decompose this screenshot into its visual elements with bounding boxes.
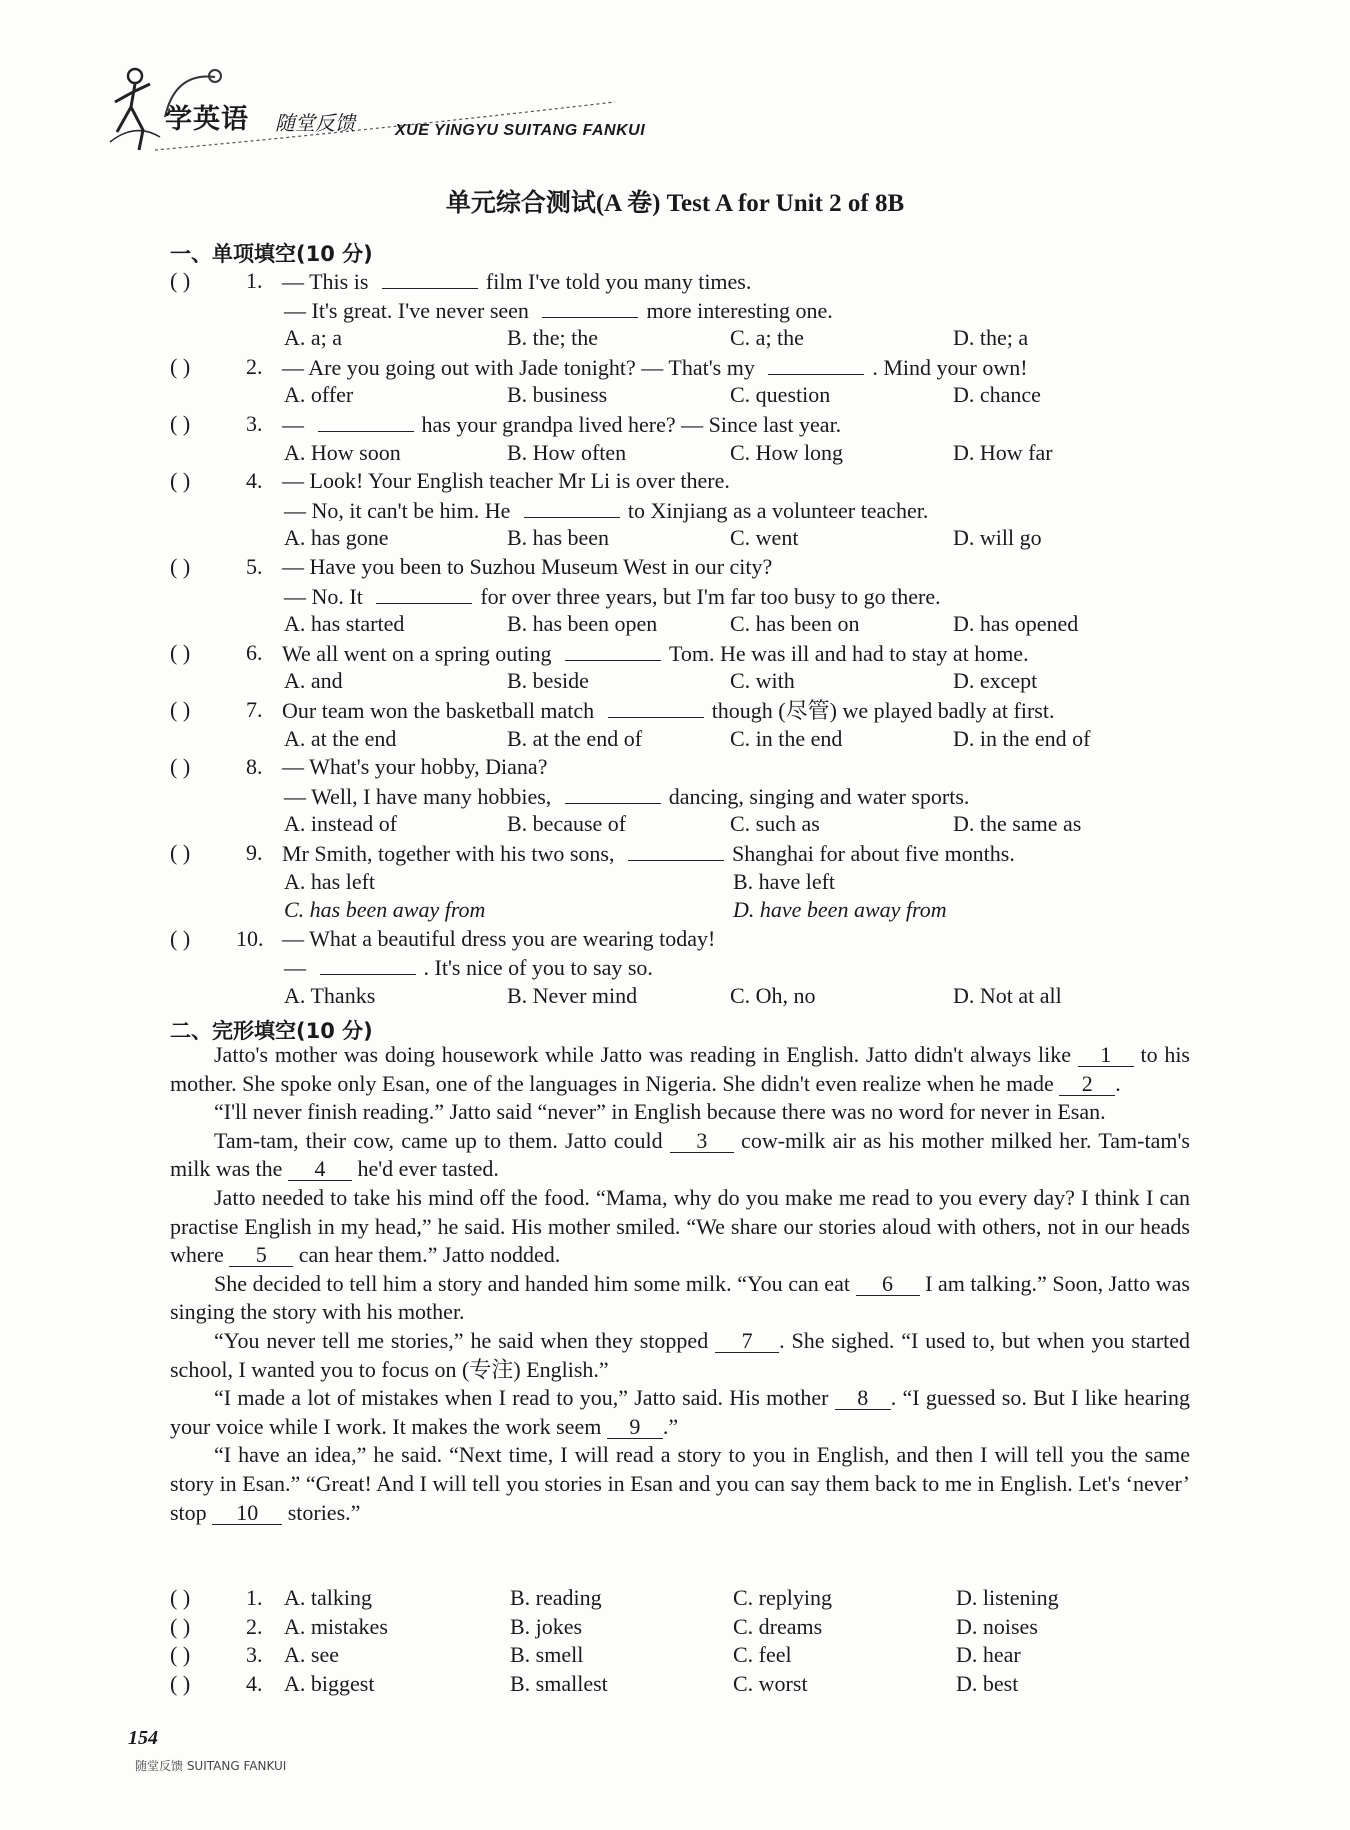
question-stem: — . It's nice of you to say so. bbox=[284, 955, 653, 981]
passage-paragraph: “I have an idea,” he said. “Next time, I will read a story to you in English, and then I will tell you the same story in Esan.” “Great! And I will tell you stories in Esan and you can say them back to me in English. Let's ‘never’ stop 10 stories.” bbox=[170, 1442, 1190, 1525]
question-stem: Our team won the basketball match though (尽管) we played badly at first. bbox=[282, 698, 1055, 723]
option: B. reading bbox=[510, 1585, 602, 1610]
option: C. such as bbox=[730, 811, 820, 837]
option: C. replying bbox=[733, 1585, 832, 1610]
question-number: 2. bbox=[246, 1613, 263, 1639]
cloze-passage bbox=[170, 1041, 1190, 1527]
question-number: 7. bbox=[246, 697, 263, 722]
question-stem: — No, it can't be him. He to Xinjiang as a volunteer teacher. bbox=[284, 497, 929, 523]
answer-bracket[interactable]: ( ) bbox=[170, 411, 191, 436]
option: C. has been on bbox=[730, 611, 860, 637]
option: A. has gone bbox=[284, 525, 389, 551]
option: B. smell bbox=[510, 1642, 584, 1668]
answer-blank[interactable] bbox=[524, 497, 620, 518]
answer-blank[interactable] bbox=[382, 268, 478, 289]
question-stem: — It's great. I've never seen more interesting one. bbox=[284, 297, 833, 323]
option: B. How often bbox=[507, 439, 627, 465]
answer-blank[interactable] bbox=[318, 411, 414, 432]
question-stem: — has your grandpa lived here? — Since last year. bbox=[282, 412, 842, 437]
answer-bracket[interactable]: ( ) bbox=[170, 840, 191, 865]
question-number: 2. bbox=[246, 353, 263, 379]
answer-bracket[interactable]: ( ) bbox=[170, 1613, 191, 1639]
cloze-blank: 10 bbox=[212, 1502, 282, 1525]
option: D. have been away from bbox=[733, 897, 947, 923]
option: D. except bbox=[953, 668, 1038, 694]
question-stem: — Look! Your English teacher Mr Li is over there. bbox=[282, 468, 730, 494]
option: A. see bbox=[284, 1642, 339, 1668]
question-number: 4. bbox=[246, 1670, 263, 1696]
question-stem: Mr Smith, together with his two sons, Shanghai for about five months. bbox=[282, 841, 1015, 866]
cloze-blank: 1 bbox=[1078, 1044, 1134, 1067]
passage-paragraph: Tam-tam, their cow, came up to them. Jatto could 3 cow-milk air as his mother milked her. Tam-tam's milk was the 4 he'd ever tasted. bbox=[170, 1127, 1190, 1182]
question-number: 3. bbox=[246, 1642, 263, 1668]
option: C. question bbox=[730, 382, 831, 408]
question-number: 5. bbox=[246, 554, 263, 579]
option: C. went bbox=[730, 525, 799, 551]
option: C. in the end bbox=[730, 725, 843, 751]
answer-bracket[interactable]: ( ) bbox=[170, 639, 191, 665]
option: D. noises bbox=[956, 1613, 1038, 1639]
question-number: 9. bbox=[246, 840, 263, 865]
answer-blank[interactable] bbox=[565, 783, 661, 804]
option: A. How soon bbox=[284, 439, 401, 465]
answer-bracket[interactable]: ( ) bbox=[170, 268, 191, 293]
question-number: 3. bbox=[246, 411, 263, 436]
option: D. best bbox=[956, 1670, 1019, 1696]
passage-paragraph: Jatto's mother was doing housework while Jatto was reading in English. Jatto didn't always like 1 to his mother. She spoke only Esan, one of the languages in Nigeria. She didn't even realize when he made 2 . bbox=[170, 1042, 1190, 1096]
option: A. offer bbox=[284, 382, 354, 408]
question-number: 6. bbox=[246, 639, 263, 665]
option: B. business bbox=[507, 382, 608, 408]
passage-paragraph: “You never tell me stories,” he said when they stopped 7 . She sighed. “I used to, but when you started school, I wanted you to focus on (专注) English.” bbox=[170, 1327, 1190, 1382]
section2-heading: 二、完形填空(10 分) bbox=[170, 1019, 373, 1043]
option: C. with bbox=[730, 668, 795, 694]
answer-blank[interactable] bbox=[628, 840, 724, 861]
option: C. Oh, no bbox=[730, 983, 816, 1008]
answer-bracket[interactable]: ( ) bbox=[170, 353, 191, 379]
cloze-blank: 6 bbox=[856, 1273, 920, 1296]
option: A. has left bbox=[284, 868, 376, 894]
question-stem: We all went on a spring outing Tom. He was ill and had to stay at home. bbox=[282, 640, 1029, 666]
cloze-blank: 2 bbox=[1059, 1073, 1115, 1096]
option: B. smallest bbox=[510, 1670, 608, 1696]
question-stem: — No. It for over three years, but I'm far too busy to go there. bbox=[284, 583, 941, 609]
option: A. at the end bbox=[284, 725, 397, 751]
option: C. How long bbox=[730, 439, 844, 465]
question-number: 1. bbox=[246, 1585, 263, 1610]
header-logo-english: XUE YINGYU SUITANG FANKUI bbox=[395, 122, 646, 139]
answer-bracket[interactable]: ( ) bbox=[170, 754, 191, 780]
option: A. a; a bbox=[284, 325, 343, 351]
footer-mark: 随堂反馈 SUITANG FANKUI bbox=[135, 1759, 287, 1773]
option: B. the; the bbox=[507, 325, 599, 351]
option: C. a; the bbox=[730, 325, 804, 351]
answer-bracket[interactable]: ( ) bbox=[170, 925, 191, 951]
option: D. How far bbox=[953, 439, 1053, 465]
option: B. jokes bbox=[510, 1613, 583, 1639]
answer-blank[interactable] bbox=[320, 954, 416, 975]
answer-blank[interactable] bbox=[565, 640, 661, 661]
option: B. Never mind bbox=[507, 983, 638, 1008]
answer-bracket[interactable]: ( ) bbox=[170, 468, 191, 494]
answer-blank[interactable] bbox=[608, 697, 704, 718]
option: A. has started bbox=[284, 611, 405, 637]
option: D. will go bbox=[953, 525, 1042, 551]
option: A. Thanks bbox=[284, 983, 376, 1008]
answer-blank[interactable] bbox=[376, 583, 472, 604]
option: B. has been bbox=[507, 525, 610, 551]
option: D. chance bbox=[953, 382, 1041, 408]
option: C. feel bbox=[733, 1642, 792, 1668]
option: C. worst bbox=[733, 1670, 808, 1696]
passage-paragraph: Jatto needed to take his mind off the food. “Mama, why do you make me read to you every day? I think I can practise English in my head,” he said. His mother smiled. “We share our stories aloud with others, not in our heads where 5 can hear them.” Jatto nodded. bbox=[170, 1184, 1190, 1268]
question-stem: — Are you going out with Jade tonight? — That's my . Mind your own! bbox=[282, 354, 1028, 380]
passage-paragraph: “I'll never finish reading.” Jatto said “never” in English because there was no word for never in Esan. bbox=[214, 1099, 1106, 1125]
question-stem: — This is film I've told you many times. bbox=[282, 269, 752, 294]
question-stem: — What's your hobby, Diana? bbox=[282, 754, 548, 780]
option: B. because of bbox=[507, 811, 627, 837]
option: B. has been open bbox=[507, 611, 658, 637]
cloze-blank: 5 bbox=[229, 1244, 293, 1267]
question-stem: — Have you been to Suzhou Museum West in our city? bbox=[282, 554, 773, 579]
option: D. the same as bbox=[953, 811, 1082, 837]
passage-paragraph: “I made a lot of mistakes when I read to you,” Jatto said. His mother 8 . “I guessed so. But I like hearing your voice while I work. It makes the work seem 9 .” bbox=[170, 1385, 1191, 1439]
answer-blank[interactable] bbox=[768, 354, 864, 375]
question-number: 8. bbox=[246, 754, 263, 780]
question-stem: — What a beautiful dress you are wearing today! bbox=[282, 925, 716, 951]
option: B. beside bbox=[507, 668, 589, 694]
page-number: 154 bbox=[128, 1727, 158, 1749]
option: D. hear bbox=[956, 1642, 1021, 1668]
cloze-blank: 7 bbox=[715, 1330, 779, 1353]
answer-blank[interactable] bbox=[542, 297, 638, 318]
answer-bracket[interactable]: ( ) bbox=[170, 1642, 191, 1668]
option: A. talking bbox=[284, 1585, 372, 1610]
page-title: 单元综合测试(A 卷) Test A for Unit 2 of 8B bbox=[445, 190, 905, 217]
option: B. have left bbox=[733, 868, 836, 894]
option: D. Not at all bbox=[953, 983, 1062, 1008]
cloze-blank: 9 bbox=[607, 1416, 663, 1439]
cloze-blank: 8 bbox=[835, 1387, 891, 1410]
option: A. instead of bbox=[284, 811, 398, 837]
answer-bracket[interactable]: ( ) bbox=[170, 1670, 191, 1696]
option: A. biggest bbox=[284, 1670, 375, 1696]
option: A. mistakes bbox=[284, 1613, 388, 1639]
question-number: 4. bbox=[246, 468, 263, 494]
question-number: 1. bbox=[246, 268, 263, 293]
answer-bracket[interactable]: ( ) bbox=[170, 1585, 191, 1610]
option: C. dreams bbox=[733, 1613, 823, 1639]
header-logo-sub: 随堂反馈 bbox=[275, 111, 355, 135]
passage-paragraph: She decided to tell him a story and handed him some milk. “You can eat 6 I am talking.” Soon, Jatto was singing the story with his mother. bbox=[170, 1270, 1190, 1325]
question-number: 10. bbox=[236, 925, 264, 951]
answer-bracket[interactable]: ( ) bbox=[170, 697, 191, 722]
option: D. has opened bbox=[953, 611, 1079, 637]
option: D. listening bbox=[956, 1585, 1059, 1610]
answer-bracket[interactable]: ( ) bbox=[170, 554, 191, 579]
cloze-blank: 3 bbox=[670, 1130, 734, 1153]
header-logo-main: 学英语 bbox=[165, 104, 249, 135]
cloze-blank: 4 bbox=[288, 1158, 352, 1181]
option: B. at the end of bbox=[507, 725, 643, 751]
section1-heading: 一、单项填空(10 分) bbox=[170, 242, 373, 266]
question-stem: — Well, I have many hobbies, dancing, singing and water sports. bbox=[284, 783, 970, 809]
option: D. the; a bbox=[953, 325, 1029, 351]
header bbox=[105, 62, 665, 157]
option: A. and bbox=[284, 668, 343, 694]
option: C. has been away from bbox=[284, 897, 486, 923]
option: D. in the end of bbox=[953, 725, 1091, 751]
